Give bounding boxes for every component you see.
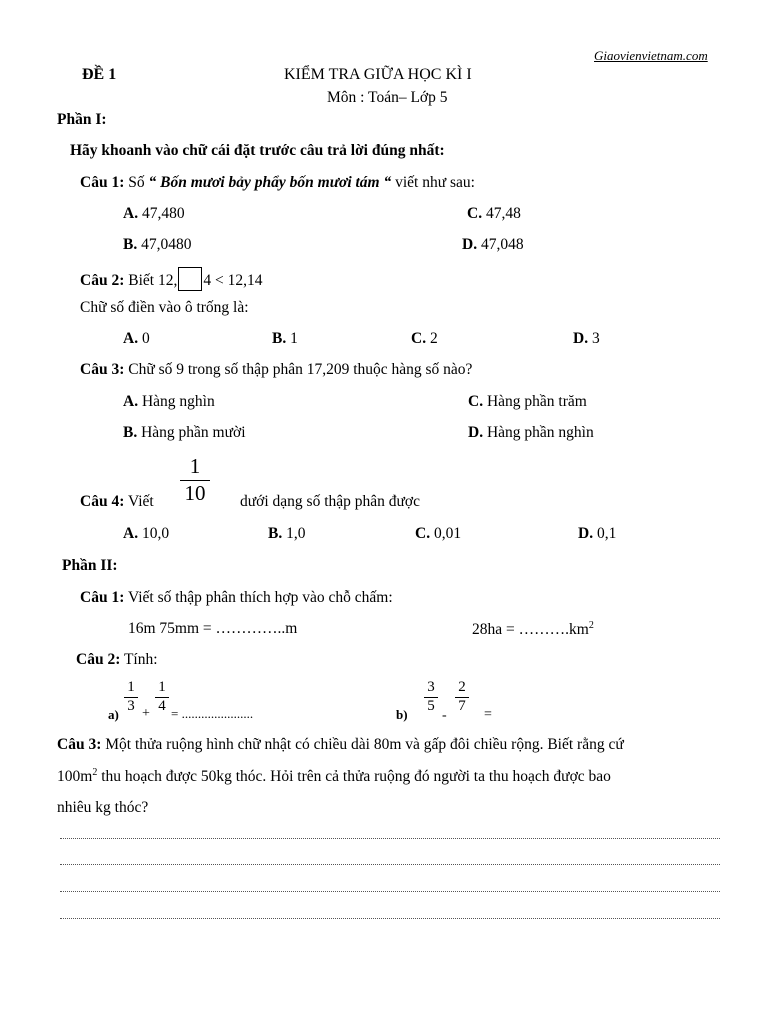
exam-subtitle: Môn : Toán– Lớp 5: [327, 89, 448, 106]
q4-option-d-value: 0,1: [593, 525, 617, 542]
q4-option-d[interactable]: [578, 525, 616, 543]
p2-q2-a-operator: +: [142, 706, 150, 721]
p2-q2-b-fraction2: [455, 680, 469, 714]
exam-title: KIỂM TRA GIỮA HỌC KÌ I: [284, 66, 472, 83]
q3-option-b[interactable]: [123, 424, 246, 442]
part1-instruction: Hãy khoanh vào chữ cái đặt trước câu trả lời đúng nhất:: [70, 142, 445, 159]
q1-option-c[interactable]: [467, 205, 521, 223]
website-link[interactable]: Giaovienvietnam.com: [594, 48, 708, 63]
q4-fraction: [180, 456, 210, 504]
q2-option-c-letter: C.: [411, 330, 427, 347]
q3-option-d-value: Hàng phần nghìn: [483, 424, 594, 441]
p2-q2-a-f1-den: 3: [127, 698, 135, 714]
q4-option-c[interactable]: [415, 525, 461, 543]
q3-label: Câu 3:: [80, 361, 125, 378]
p2-q2-b-f2-num: 2: [458, 679, 466, 695]
q4-text-b: dưới dạng số thập phân được: [240, 493, 420, 510]
q4-text: [80, 493, 154, 511]
q2-option-b-value: 1: [286, 330, 298, 347]
q2-option-c[interactable]: [411, 330, 438, 348]
answer-line[interactable]: [60, 891, 720, 892]
part2-heading: Phần II:: [62, 557, 118, 574]
p2-q2-a-f1-num: 1: [127, 679, 135, 695]
p2-q2-label: Câu 2:: [76, 651, 121, 668]
p2-q1-question: Viết số thập phân thích hợp vào chỗ chấm:: [124, 589, 393, 606]
q1-option-a[interactable]: [123, 205, 185, 223]
p2-q2-a-f2-den: 4: [158, 698, 166, 714]
p2-q1-item-b-text: 28ha = ……….km: [472, 621, 589, 639]
q3-option-c[interactable]: [468, 393, 587, 411]
q1-option-c-letter: C.: [467, 205, 483, 222]
p2-q3-line2-a: 100m: [57, 768, 93, 786]
q2-option-d-value: 3: [588, 330, 600, 347]
p2-q2-a-fraction1: [124, 680, 138, 714]
q1-option-a-value: 47,480: [138, 205, 185, 222]
p2-q2-a-label: a): [108, 707, 119, 722]
q2-label: Câu 2:: [80, 272, 125, 289]
q2-option-d-letter: D.: [573, 330, 589, 347]
q4-option-a-value: 10,0: [138, 525, 170, 542]
q3-option-d-letter: D.: [468, 424, 484, 441]
p2-q1-text: [80, 589, 393, 607]
q2-option-c-value: 2: [426, 330, 438, 347]
p2-q3-line2-sup: 2: [92, 767, 98, 778]
p2-q2-b-equals: =: [484, 707, 492, 722]
p2-q2-text: [76, 651, 158, 669]
q2-text-b: 4 < 12,14: [203, 272, 263, 289]
q1-text: [80, 174, 475, 192]
p2-q2-b-fraction1: [424, 680, 438, 714]
q4-option-d-letter: D.: [578, 525, 594, 542]
q3-option-c-letter: C.: [468, 393, 484, 410]
q4-option-a-letter: A.: [123, 525, 139, 542]
p2-q2-a-answer: = ......................: [171, 706, 254, 721]
q3-option-a-value: Hàng nghìn: [138, 393, 215, 410]
q1-option-b[interactable]: [123, 236, 191, 254]
answer-line[interactable]: [60, 864, 720, 865]
p2-q1-item-a: 16m 75mm = …………..m: [128, 620, 298, 637]
q3-question: Chữ số 9 trong số thập phân 17,209 thuộc hàng số nào?: [124, 361, 473, 378]
q2-text-a: Biết 12,: [124, 272, 178, 289]
q2-option-b[interactable]: [272, 330, 298, 348]
q1-label: Câu 1:: [80, 174, 125, 191]
q4-option-c-value: 0,01: [430, 525, 462, 542]
p2-q2-b-f2-den: 7: [458, 698, 466, 714]
q2-option-a-letter: A.: [123, 330, 139, 347]
q1-option-d-letter: D.: [462, 236, 478, 253]
q3-text: [80, 361, 472, 379]
p2-q1-item-b-sup: 2: [588, 620, 594, 631]
q4-label: Câu 4:: [80, 493, 125, 510]
p2-q3-line2: [57, 767, 611, 786]
p2-q2-a-fraction2: [155, 680, 169, 714]
q2-option-d[interactable]: [573, 330, 600, 348]
p2-q3-label: Câu 3:: [57, 736, 102, 753]
answer-line[interactable]: [60, 918, 720, 919]
p2-q3-line2-b: thu hoạch được 50kg thóc. Hỏi trên cả thửa ruộng đó người ta thu hoạch được bao: [97, 768, 611, 786]
q4-option-b-value: 1,0: [282, 525, 306, 542]
q4-option-b-letter: B.: [268, 525, 283, 542]
q4-option-c-letter: C.: [415, 525, 431, 542]
p2-q2-b-f1-den: 5: [427, 698, 435, 714]
q3-option-b-letter: B.: [123, 424, 138, 441]
p2-q1-label: Câu 1:: [80, 589, 125, 606]
q2-option-a-value: 0: [138, 330, 150, 347]
p2-q2-b-operator: -: [442, 708, 447, 723]
p2-q2-a-f2-num: 1: [158, 679, 166, 695]
p2-q2-b-label: b): [396, 707, 408, 722]
q4-option-b[interactable]: [268, 525, 305, 543]
q1-option-b-letter: B.: [123, 236, 138, 253]
q4-text-a: Viết: [124, 493, 154, 510]
q4-option-a[interactable]: [123, 525, 169, 543]
q1-option-c-value: 47,48: [482, 205, 521, 222]
q2-blank-box[interactable]: [178, 267, 202, 291]
q2-text: [80, 267, 262, 291]
p2-q3-line1-text: Một thửa ruộng hình chữ nhật có chiều dài 80m và gấp đôi chiều rộng. Biết rằng cứ: [101, 736, 624, 753]
q1-option-b-value: 47,0480: [137, 236, 192, 253]
q4-numerator: 1: [189, 454, 201, 478]
q3-option-b-value: Hàng phần mười: [137, 424, 246, 441]
p2-q3-line3: nhiêu kg thóc?: [57, 799, 149, 816]
exam-code: ĐỀ 1: [82, 66, 117, 83]
p2-q3-line1: [57, 736, 624, 754]
part1-heading: Phần I:: [57, 111, 107, 128]
q3-option-d[interactable]: [468, 424, 594, 442]
q1-option-a-letter: A.: [123, 205, 139, 222]
q3-option-a[interactable]: [123, 393, 215, 411]
q3-option-a-letter: A.: [123, 393, 139, 410]
q4-denominator: 10: [184, 481, 206, 505]
p2-q2-question: Tính:: [120, 651, 158, 668]
q1-option-d-value: 47,048: [477, 236, 524, 253]
p2-q2-b-f1-num: 3: [427, 679, 435, 695]
q2-option-a[interactable]: [123, 330, 150, 348]
q2-option-b-letter: B.: [272, 330, 287, 347]
q3-option-c-value: Hàng phần trăm: [483, 393, 587, 410]
p2-q1-item-b: [472, 620, 594, 639]
q1-text-b: viết như sau:: [391, 174, 475, 191]
q1-text-a: Số: [124, 174, 149, 191]
q2-line2: Chữ số điền vào ô trống là:: [80, 299, 249, 316]
answer-line[interactable]: [60, 838, 720, 839]
q1-quote: “ Bốn mươi bảy phẩy bốn mươi tám “: [148, 174, 392, 191]
q1-option-d[interactable]: [462, 236, 524, 254]
